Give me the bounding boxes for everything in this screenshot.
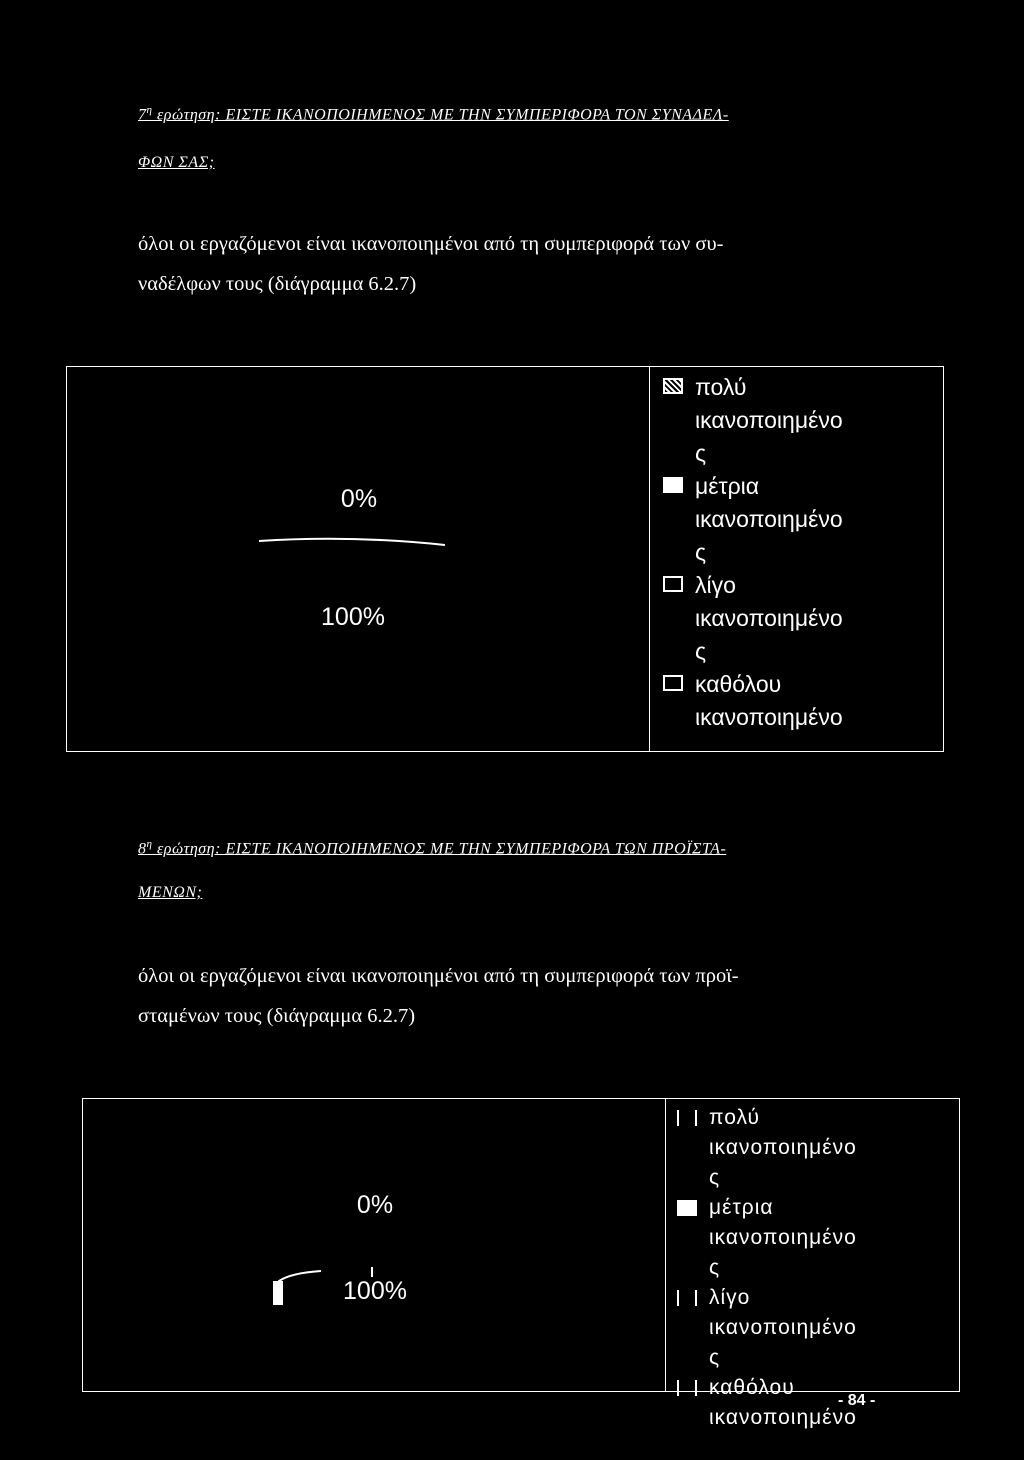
- chart1-frame: [66, 366, 944, 752]
- open-swatch-icon: [663, 675, 683, 691]
- question7-title: $7^\eta$ ερώτηση: ΕΙΣΤΕ ΙΚΑΝΟΠΟΙΗΜΕΝΟΣ ΜΕ ΤΗΝ ΣΥΜΠΕΡΙΦΟΡΑ ΤΟΝ ΣΥΝΑΔΕΛ-: [138, 104, 729, 124]
- chart2-pie-edge: [271, 1267, 341, 1307]
- question8-title-cont: ΜΕΝΩΝ;: [138, 884, 203, 901]
- chart2-legend-item-little: λίγο ικανοποιημένο ς: [669, 1283, 857, 1373]
- chart1-legend-item-little: λίγο ικανοποιημένο ς: [655, 569, 843, 668]
- chart2-label-top: 0%: [356, 1191, 394, 1219]
- chart1-label-bottom: 100%: [321, 603, 385, 631]
- chart2-legend-item-none: καθόλου ικανοποιημένο: [669, 1373, 857, 1433]
- hatched-swatch-icon: [663, 378, 683, 394]
- chart1-legend-item-very: πολύ ικανοποιημένο ς: [655, 371, 843, 470]
- bars-swatch-icon: [677, 1110, 697, 1126]
- chart1-divider: [649, 367, 650, 751]
- question8-title: $8^\eta$ ερώτηση: ΕΙΣΤΕ ΙΚΑΝΟΠΟΙΗΜΕΝΟΣ ΜΕ ΤΗΝ ΣΥΜΠΕΡΙΦΟΡΑ ΤΩΝ ΠΡΟΪΣΤΑ-: [138, 838, 727, 858]
- question7-title-cont: ΦΩΝ ΣΑΣ;: [138, 154, 215, 171]
- open-swatch-icon: [663, 576, 683, 592]
- chart1-legend-item-moderate: μέτρια ικανοποιημένο ς: [655, 470, 843, 569]
- page-number: - 84 -: [838, 1392, 876, 1409]
- chart2-tick: [371, 1267, 373, 1277]
- solid-swatch-icon: [663, 477, 683, 493]
- question7-answer: όλοι οι εργαζόμενοι είναι ικανοποιημένοι από τη συμπεριφορά των συ- ναδέλφων τους (διάγραμμα 6.2.7): [138, 233, 724, 295]
- chart1-legend-item-none: καθόλου ικανοποιημένο: [655, 668, 843, 734]
- chart2-legend: [669, 1103, 857, 1433]
- chart2-divider: [665, 1099, 666, 1391]
- chart2-legend-item-very: πολύ ικανοποιημένο ς: [669, 1103, 857, 1193]
- chart1-pie-edge: [257, 535, 447, 547]
- chart2-legend-item-moderate: μέτρια ικανοποιημένο ς: [669, 1193, 857, 1283]
- chart2-label-bottom: 100%: [343, 1277, 407, 1305]
- solid-swatch-icon: [677, 1200, 697, 1216]
- bars-swatch-icon: [677, 1380, 697, 1396]
- chart1-label-top: 0%: [340, 485, 378, 513]
- chart1-legend: [655, 371, 843, 734]
- question8-answer: όλοι οι εργαζόμενοι είναι ικανοποιημένοι από τη συμπεριφορά των προϊ- σταμένων τους (διάγραμμα 6.2.7): [138, 965, 739, 1027]
- bars-swatch-icon: [677, 1290, 697, 1306]
